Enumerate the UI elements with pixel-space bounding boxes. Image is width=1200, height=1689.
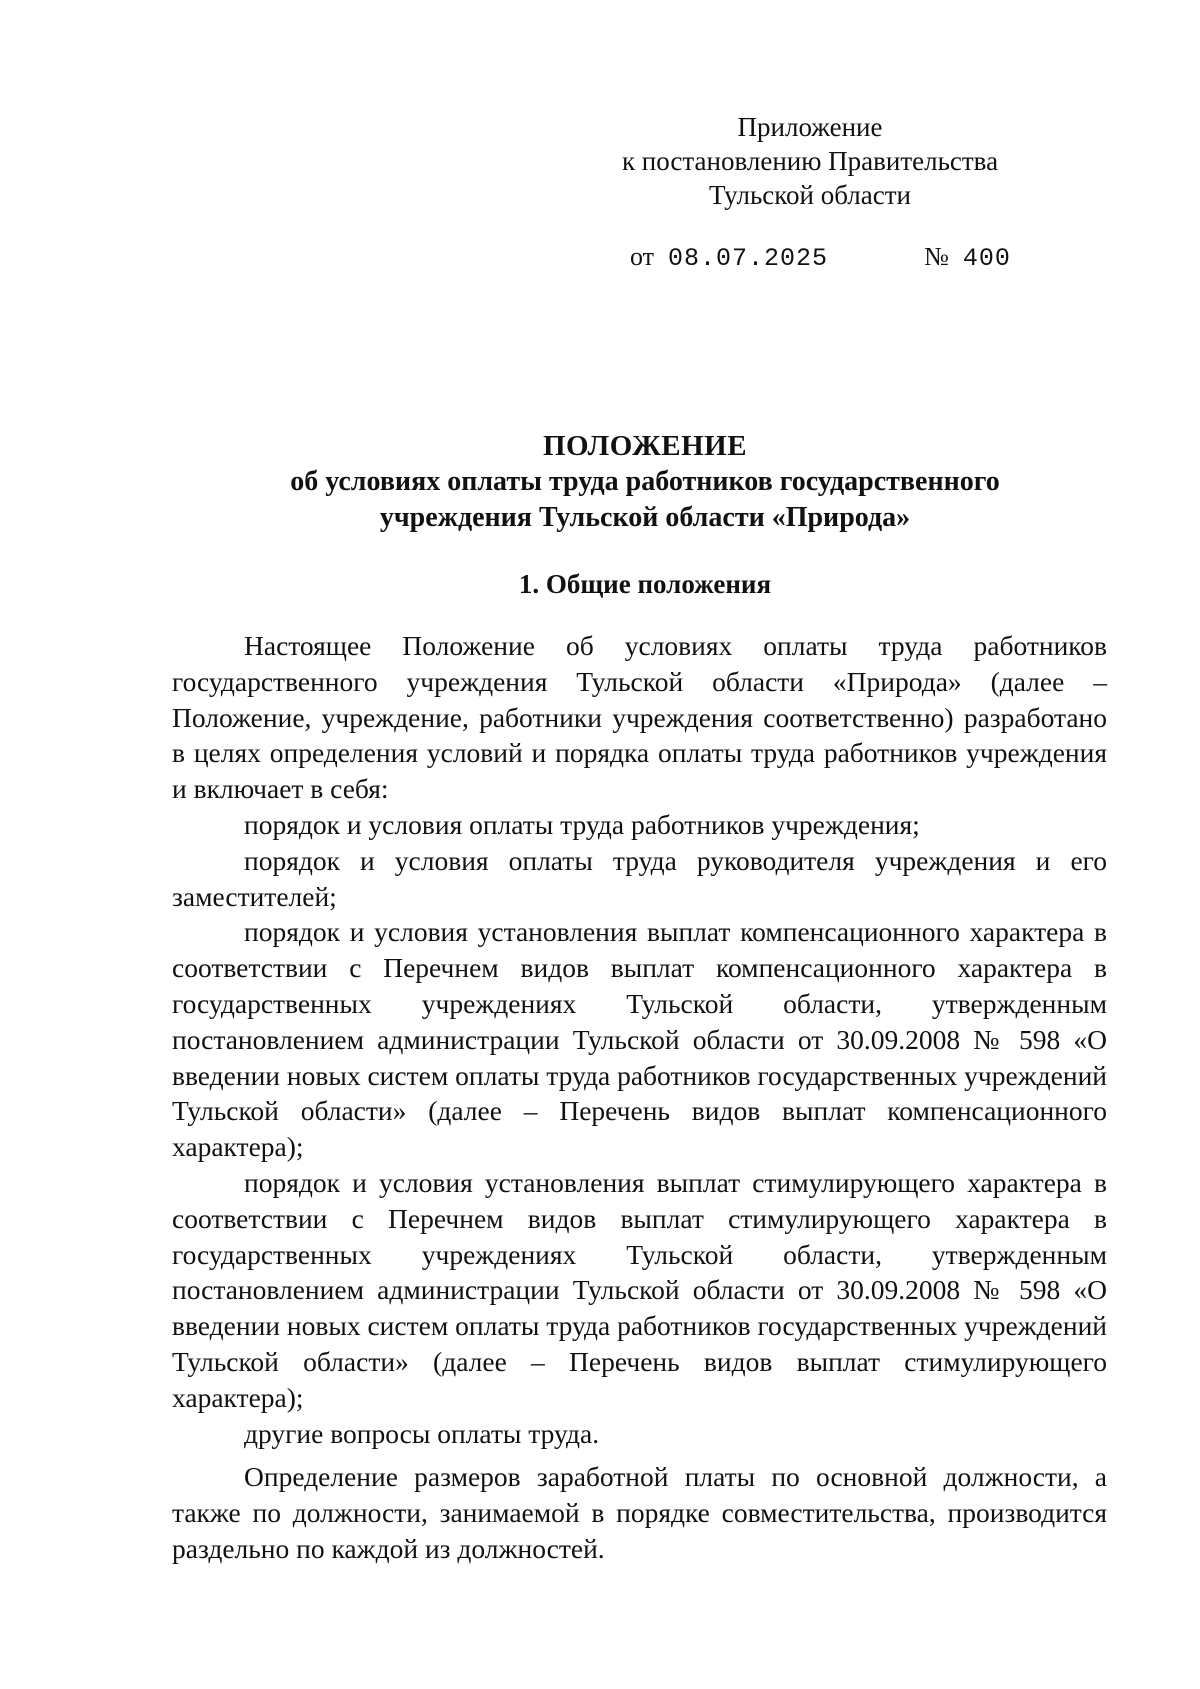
list-item: порядок и условия оплаты труда руководителя учреждения и его заместителей; <box>172 844 1107 912</box>
document-title <box>150 428 1140 536</box>
list-item: порядок и условия оплаты труда работников учреждения; <box>244 808 920 840</box>
section-heading: 1. Общие положения <box>518 569 772 599</box>
date-value: 08.07.2025 <box>668 244 829 273</box>
date-label: от <box>630 242 655 271</box>
list-item: другие вопросы оплаты труда. <box>244 1417 600 1449</box>
paragraph-salary: Определение размеров заработной платы по основной должности, а также по должности, занимаемой в порядке совместительства, производится раздельно по каждой из должностей. <box>172 1461 1107 1564</box>
title-subtitle-line-2: учреждения Тульской области «Природа» <box>379 502 911 533</box>
list-item: порядок и условия установления выплат компенсационного характера в соответствии с Перечнем видов выплат компенсационного характера в государственных учреждениях Тульской области, утвержденным постановлением администрации Тульской области от 30.09.2008 № 598 «О введении новых систем оплаты труда работников государственных учреждений Тульской области» (далее – Перечень видов выплат компенсационного характера); <box>172 916 1107 1163</box>
title-subtitle-line-1: об условиях оплаты труда работников государственного <box>290 466 1000 497</box>
document-body <box>172 628 1107 1567</box>
approval-block <box>600 110 1020 212</box>
approval-line-appendix: Приложение <box>737 112 883 142</box>
number-label: № <box>924 242 949 271</box>
paragraph-intro: Настоящее Положение об условиях оплаты труда работников государственного учреждения Тульской области «Природа» (далее – Положение, учреждение, работники учреждения соответственно) разработано в целях определения условий и порядка оплаты труда работников учреждения и включает в себя: <box>172 630 1107 805</box>
list-item: порядок и условия установления выплат стимулирующего характера в соответствии с Перечнем видов выплат стимулирующего характера в государственных учреждениях Тульской области, утвержденным постановлением администрации Тульской области от 30.09.2008 № 598 «О введении новых систем оплаты труда работников государственных учреждений Тульской области» (далее – Перечень видов выплат стимулирующего характера); <box>172 1166 1107 1413</box>
title-main: ПОЛОЖЕНИЕ <box>542 430 748 462</box>
approval-line-region: Тульской области <box>709 180 911 210</box>
approval-line-resolution: к постановлению Правительства <box>621 146 999 176</box>
number-value: 400 <box>962 244 1011 273</box>
registration-stamp <box>630 240 1030 276</box>
